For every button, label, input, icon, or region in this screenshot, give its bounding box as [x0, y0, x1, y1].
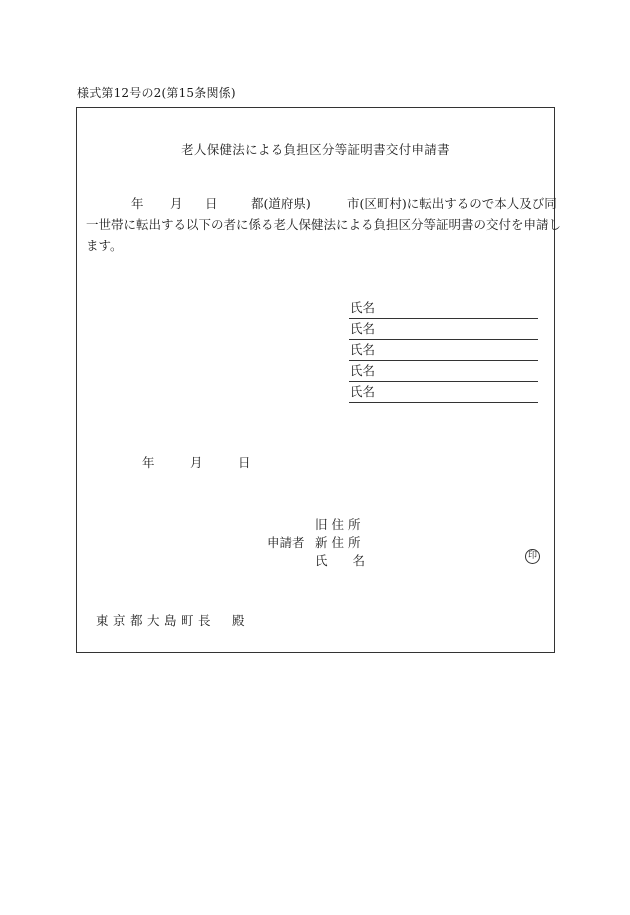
body-prefecture: 都(道府県): [251, 196, 311, 211]
applicant-label: 申請者: [267, 535, 305, 550]
name-row: 氏名: [349, 362, 538, 382]
names-list: [349, 299, 538, 404]
name-row: 氏名: [349, 320, 538, 340]
application-form: [76, 107, 562, 653]
addressee: 東京都大島町長 殿: [96, 613, 250, 628]
body-line-2: 一世帯に転出する以下の者に係る老人保健法による負担区分等証明書の交付を申請し: [86, 217, 562, 232]
body-line-1-text: 市(区町村)に転出するので本人及び同: [347, 196, 557, 211]
name-row: 氏名: [349, 341, 538, 361]
body-month: 月: [170, 196, 183, 211]
body-day: 日: [205, 196, 218, 211]
date-month: 月: [190, 455, 203, 470]
name-label: 氏 名: [315, 553, 366, 568]
old-address-label: 旧 住 所: [315, 517, 361, 532]
body-year: 年: [131, 196, 144, 211]
name-row: 氏名: [349, 383, 538, 403]
date-year: 年: [142, 455, 155, 470]
name-row: 氏名: [349, 299, 538, 319]
form-title: 老人保健法による負担区分等証明書交付申請書: [181, 142, 450, 157]
seal-icon: 印: [525, 549, 540, 564]
body-line-3: ます。: [86, 238, 123, 253]
date-day: 日: [238, 455, 251, 470]
form-number: 様式第12号の2(第15条関係): [77, 86, 236, 100]
new-address-label: 新 住 所: [315, 535, 361, 550]
